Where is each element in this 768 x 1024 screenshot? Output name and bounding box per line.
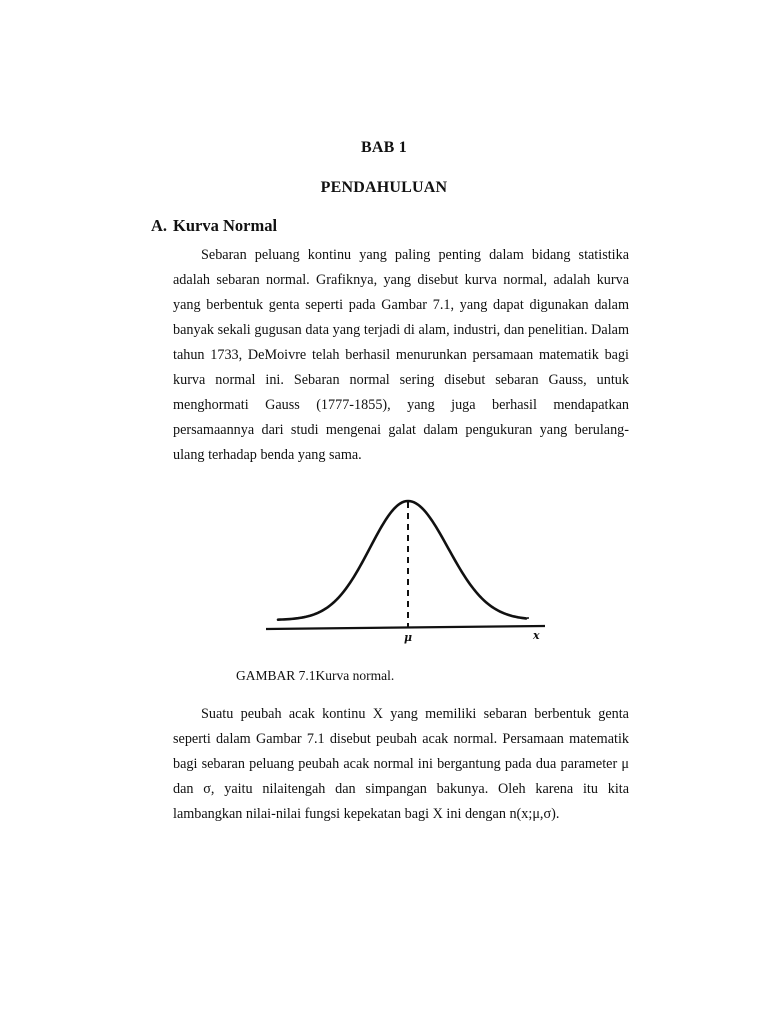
section-heading <box>151 216 277 236</box>
x-axis-line <box>266 626 545 629</box>
chapter-title: PENDAHULUAN <box>320 179 448 196</box>
chapter-number: BAB 1 <box>361 139 407 156</box>
mean-label: μ <box>404 631 413 644</box>
paragraph-intro: Sebaran peluang kontinu yang paling penting dalam bidang statistika adalah sebaran normal. Grafiknya, yang disebut kurva normal, adalah kurva yang berbentuk genta seperti pada Gambar 7.1, yang dapat digunakan dalam banyak sekali gugusan data yang terjadi di alam, industri, dan penelitian. Dalam tahun 1733, DeMoivre telah berhasil menurunkan persamaan matematik bagi kurva normal ini. Sebaran normal sering disebut sebaran Gauss, untuk menghormati Gauss (1777-1855), yang juga berhasil mendapatkan persamaannya dari studi mengenai galat dalam pengukuran yang berulang-ulang terhadap benda yang sama. <box>173 247 629 463</box>
figure-caption: GAMBAR 7.1Kurva normal. <box>236 668 395 683</box>
section-marker: A. <box>151 216 168 235</box>
x-axis-label: x <box>533 629 540 642</box>
bell-curve <box>278 501 526 620</box>
normal-curve-figure <box>256 492 552 644</box>
normal-curve-svg <box>256 492 552 644</box>
section-title: Kurva Normal <box>173 216 278 235</box>
paragraph-random-variable: Suatu peubah acak kontinu X yang memiliki sebaran berbentuk genta seperti dalam Gambar 7.1 disebut peubah acak normal. Persamaan matematik bagi sebaran peluang peubah acak normal ini bergantung pada dua parameter μ dan σ, yaitu nilaitengah dan simpangan bakunya. Oleh karena itu kita lambangkan nilai-nilai fungsi kepekatan bagi X ini dengan n(x;μ,σ). <box>173 706 629 822</box>
axis-end-dot <box>527 617 529 619</box>
